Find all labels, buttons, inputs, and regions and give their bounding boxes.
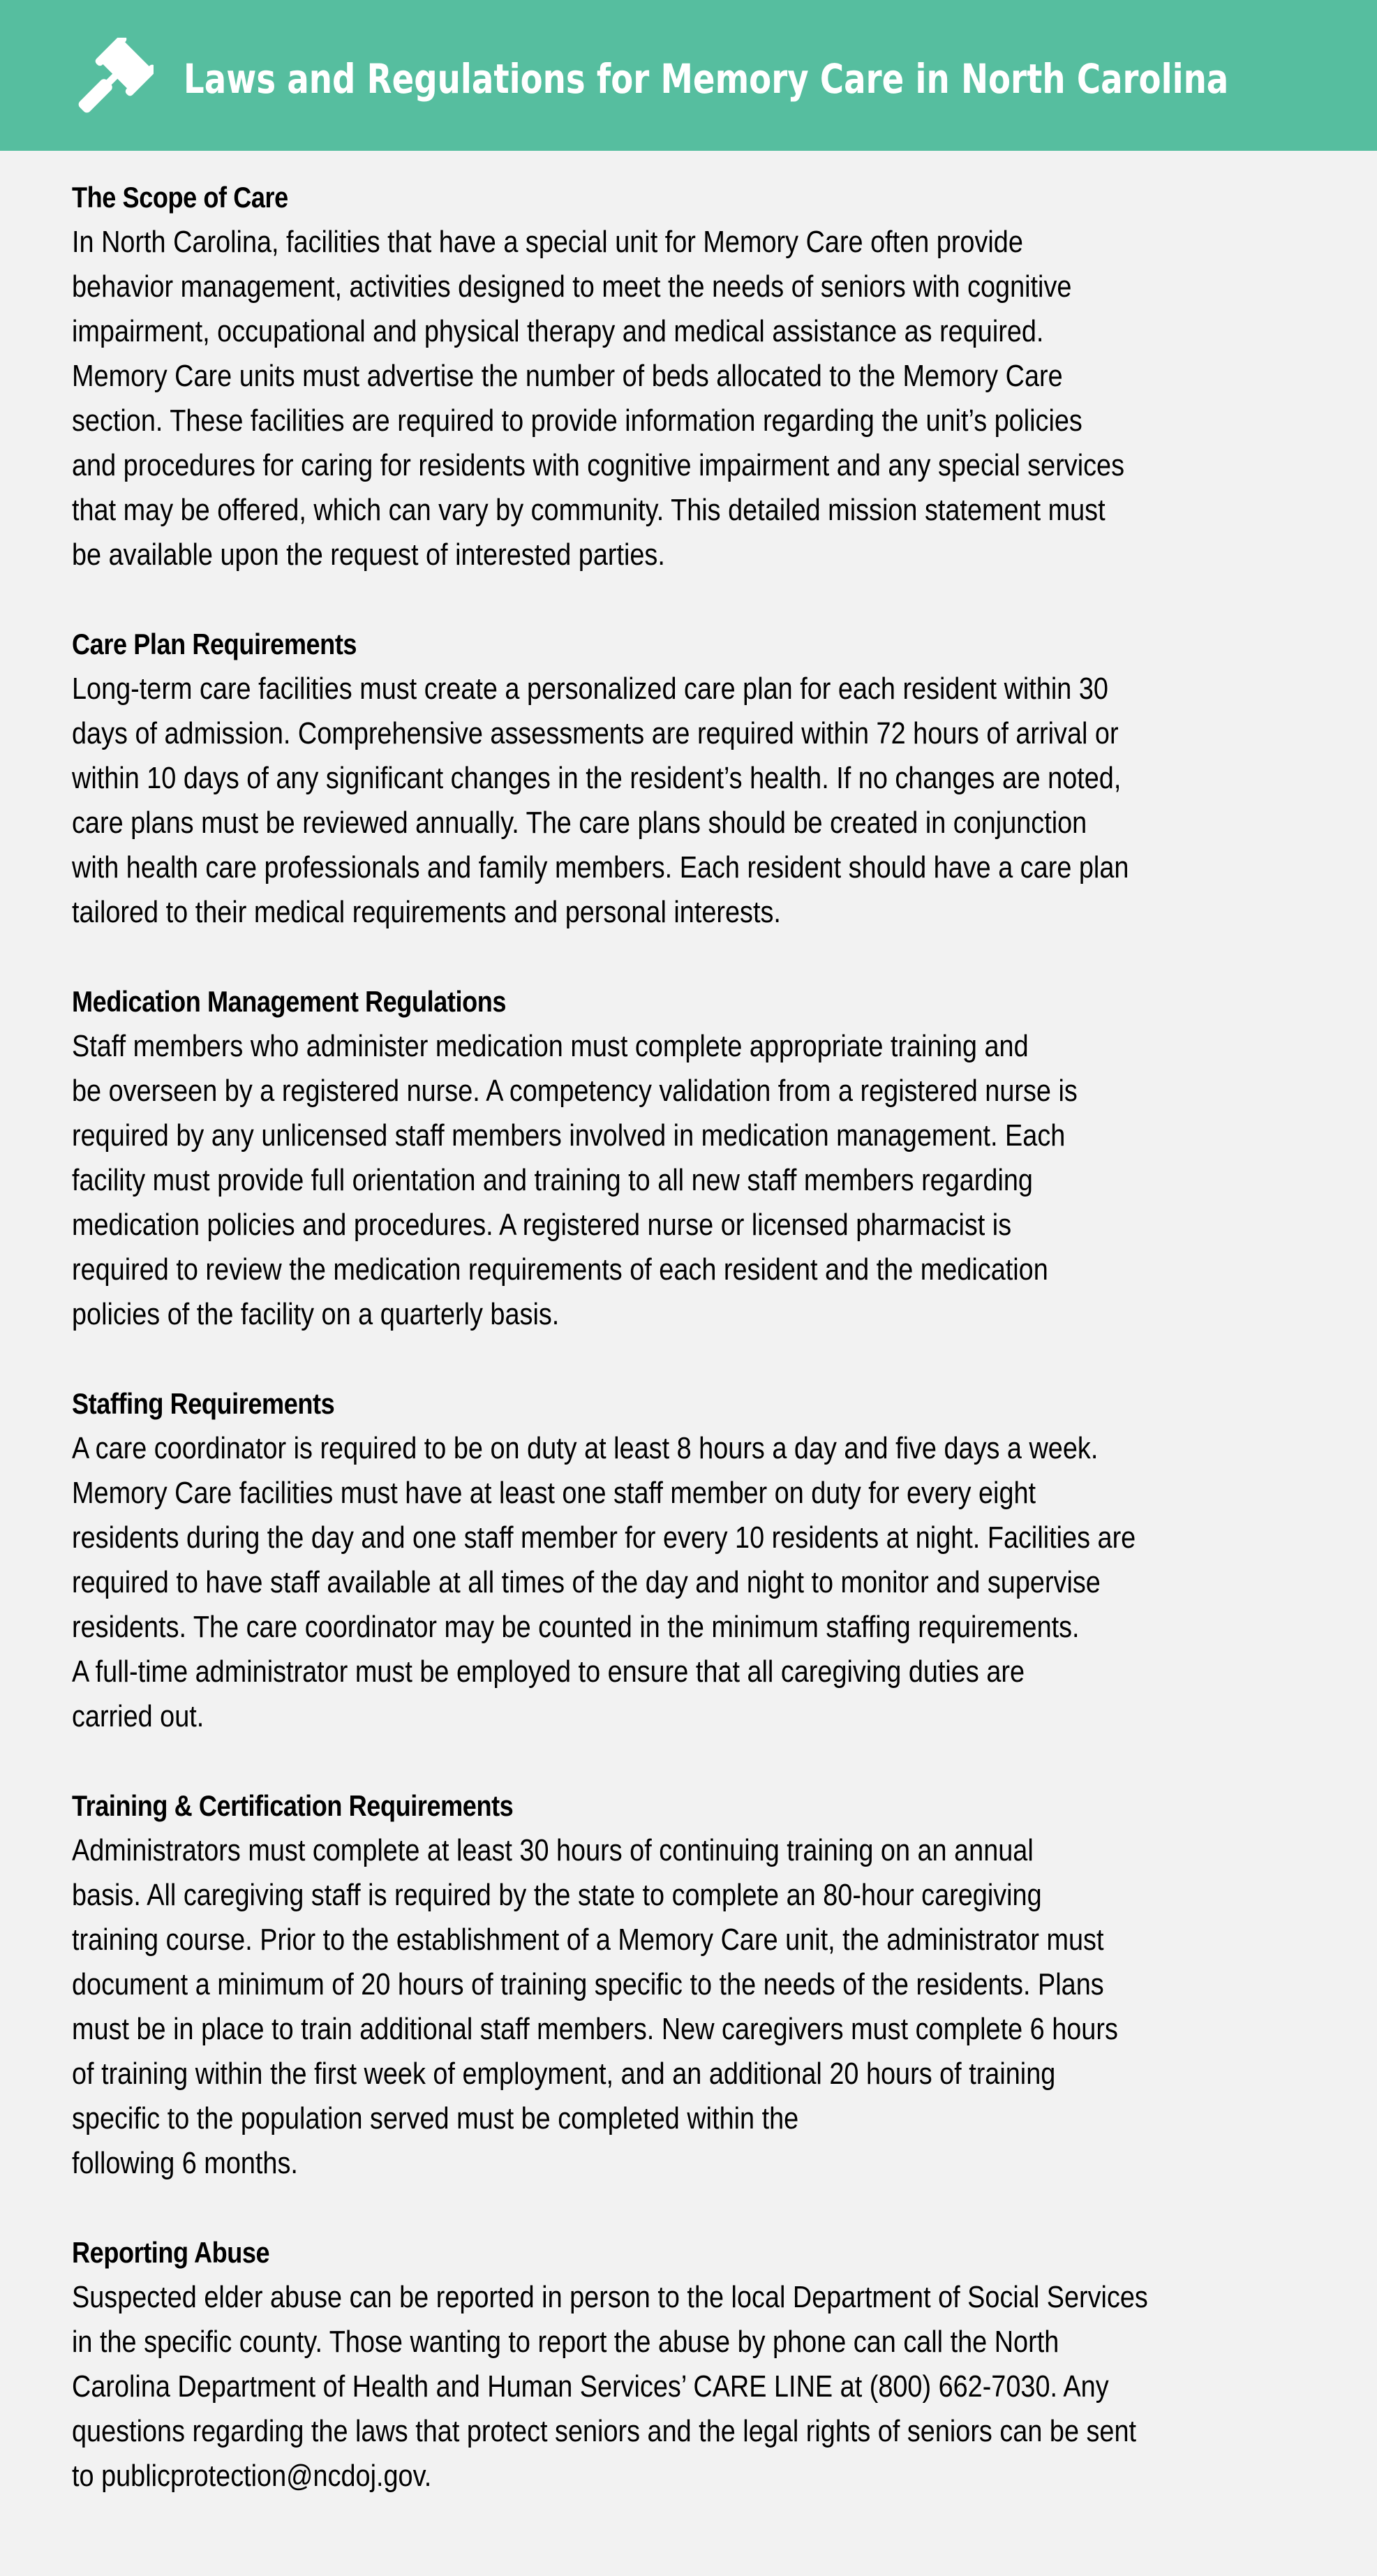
section-care-plan-requirements — [72, 622, 1314, 935]
section-scope-of-care — [72, 175, 1314, 577]
paragraph-line: A full-time administrator must be employed to ensure that all caregiving duties are — [72, 1655, 1025, 1689]
paragraph-line: document a minimum of 20 hours of training specific to the needs of the residents. Plans — [72, 1967, 1104, 2001]
section-reporting-abuse — [72, 2230, 1314, 2499]
section-training-certification — [72, 1784, 1314, 2186]
paragraph-line: behavior management, activities designed to meet the needs of seniors with cognitive — [72, 269, 1072, 304]
paragraph-line: and procedures for caring for residents with cognitive impairment and any special services — [72, 448, 1125, 482]
paragraph-line: section. These facilities are required to provide information regarding the unit’s policies — [72, 404, 1082, 438]
section-heading: Care Plan Requirements — [72, 628, 357, 660]
paragraph-line: residents during the day and one staff member for every 10 residents at night. Facilities are — [72, 1520, 1136, 1555]
page-title: Laws and Regulations for Memory Care in North Carolina — [184, 55, 1229, 103]
paragraph-line: within 10 days of any significant changes in the resident’s health. If no changes are noted, — [72, 761, 1122, 795]
paragraph-line: days of admission. Comprehensive assessments are required within 72 hours of arrival or — [72, 716, 1119, 750]
document-body — [72, 175, 1314, 2543]
paragraph-line: Long-term care facilities must create a personalized care plan for each resident within 30 — [72, 672, 1108, 706]
paragraph-line: Memory Care units must advertise the number of beds allocated to the Memory Care — [72, 359, 1063, 393]
paragraph-line: A care coordinator is required to be on duty at least 8 hours a day and five days a week. — [72, 1431, 1099, 1465]
section-heading: Medication Management Regulations — [72, 985, 507, 1018]
paragraph-line: impairment, occupational and physical therapy and medical assistance as required. — [72, 314, 1044, 348]
page-header — [0, 0, 1377, 151]
paragraph-line: be overseen by a registered nurse. A competency validation from a registered nurse is — [72, 1074, 1078, 1108]
paragraph-line: questions regarding the laws that protect seniors and the legal rights of seniors can be sent — [72, 2414, 1137, 2448]
section-heading: Reporting Abuse — [72, 2236, 270, 2269]
paragraph-line: specific to the population served must be completed within the — [72, 2101, 799, 2135]
paragraph-line: Carolina Department of Health and Human Services’ CARE LINE at (800) 662-7030. Any — [72, 2369, 1109, 2404]
paragraph-line: of training within the first week of employment, and an additional 20 hours of training — [72, 2057, 1056, 2091]
paragraph-line: Memory Care facilities must have at least one staff member on duty for every eight — [72, 1476, 1036, 1510]
paragraph-line: Staff members who administer medication must complete appropriate training and — [72, 1029, 1029, 1063]
section-heading: The Scope of Care — [72, 181, 288, 214]
paragraph-line: basis. All caregiving staff is required by the state to complete an 80-hour caregiving — [72, 1878, 1042, 1912]
section-staffing-requirements — [72, 1382, 1314, 1739]
paragraph-line: that may be offered, which can vary by community. This detailed mission statement must — [72, 493, 1106, 527]
contact-email-line: to publicprotection@ncdoj.gov. — [72, 2459, 432, 2493]
paragraph-line: must be in place to train additional staff members. New caregivers must complete 6 hours — [72, 2012, 1118, 2046]
paragraph-line: in the specific county. Those wanting to report the abuse by phone can call the North — [72, 2325, 1059, 2359]
paragraph-line: required by any unlicensed staff members involved in medication management. Each — [72, 1118, 1066, 1153]
gavel-icon — [68, 38, 154, 123]
paragraph-line: training course. Prior to the establishment of a Memory Care unit, the administrator must — [72, 1923, 1104, 1957]
paragraph-line: carried out. — [72, 1699, 204, 1733]
paragraph-line: In North Carolina, facilities that have a special unit for Memory Care often provide — [72, 225, 1023, 259]
paragraph-line: facility must provide full orientation and training to all new staff members regarding — [72, 1163, 1033, 1197]
paragraph-line: policies of the facility on a quarterly basis. — [72, 1297, 560, 1331]
paragraph-line: be available upon the request of interested parties. — [72, 538, 665, 572]
paragraph-line: with health care professionals and family members. Each resident should have a care plan — [72, 850, 1129, 884]
paragraph-line: residents. The care coordinator may be counted in the minimum staffing requirements. — [72, 1610, 1080, 1644]
section-heading: Training & Certification Requirements — [72, 1789, 514, 1822]
paragraph-line: Administrators must complete at least 30 hours of continuing training on an annual — [72, 1833, 1034, 1867]
paragraph-line: care plans must be reviewed annually. The care plans should be created in conjunction — [72, 806, 1087, 840]
paragraph-line: Suspected elder abuse can be reported in person to the local Department of Social Services — [72, 2280, 1148, 2314]
paragraph-line: medication policies and procedures. A registered nurse or licensed pharmacist is — [72, 1208, 1012, 1242]
section-medication-management — [72, 979, 1314, 1337]
paragraph-line: required to have staff available at all times of the day and night to monitor and supervise — [72, 1565, 1101, 1599]
paragraph-line: tailored to their medical requirements and personal interests. — [72, 895, 781, 929]
paragraph-line: required to review the medication requirements of each resident and the medication — [72, 1252, 1048, 1287]
section-heading: Staffing Requirements — [72, 1387, 335, 1420]
paragraph-line: following 6 months. — [72, 2146, 298, 2180]
